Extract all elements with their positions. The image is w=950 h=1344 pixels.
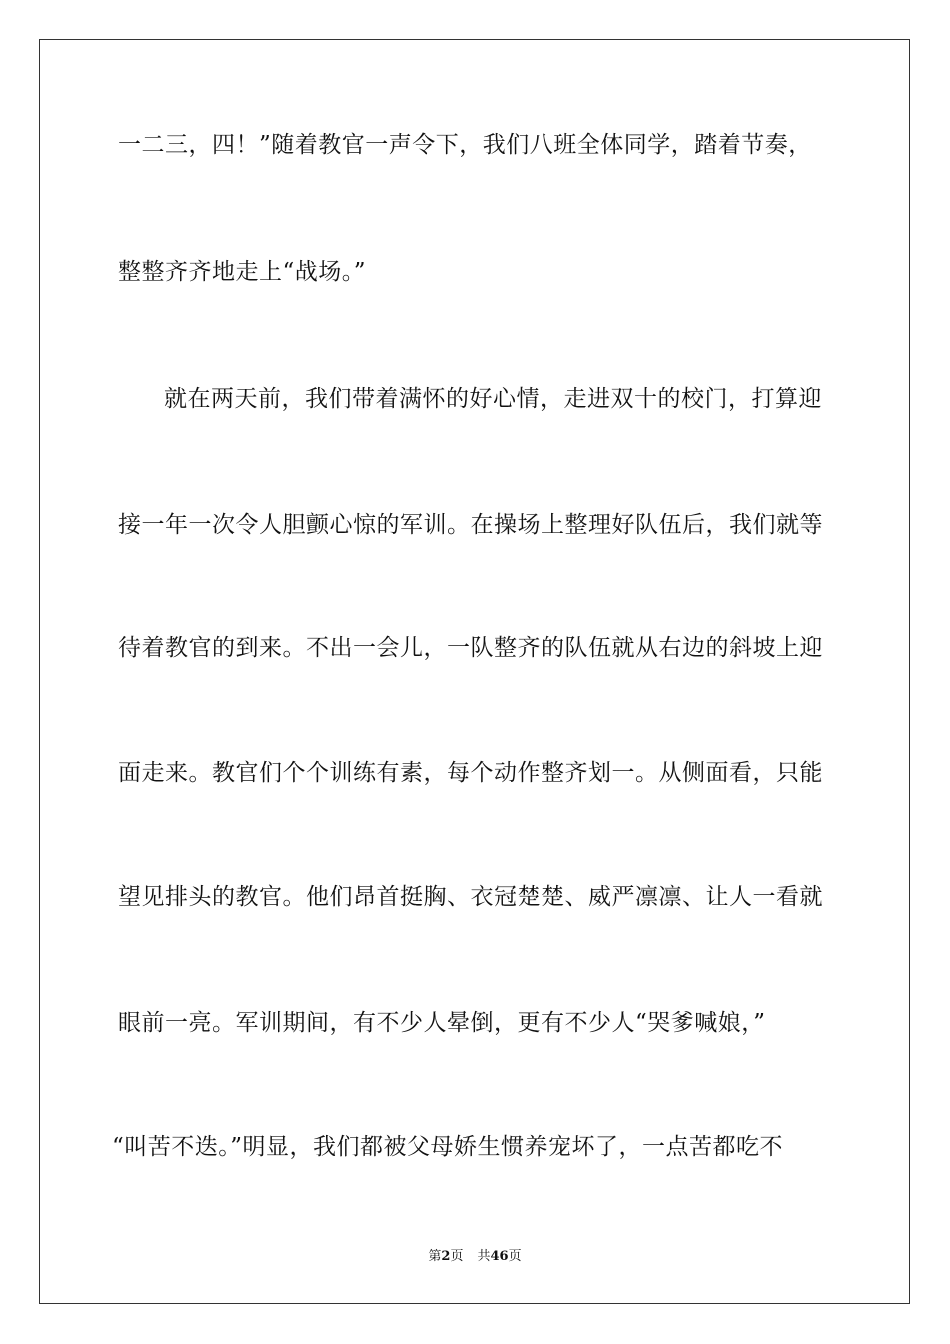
total-prefix: 共 [477,1249,491,1264]
body-line-4: 接一年一次令人胆颤心惊的军训。在操场上整理好队伍后，我们就等 [118,512,823,538]
page-prefix: 第 [428,1249,442,1264]
page-number: 2 [441,1249,451,1264]
body-line-9: “叫苦不迭。”明显，我们都被父母娇生惯养宠坏了，一点苦都吃不 [112,1134,784,1160]
total-suffix: 页 [508,1249,522,1264]
page-border [39,39,910,1304]
body-line-6: 面走来。教官们个个训练有素，每个动作整齐划一。从侧面看，只能 [118,760,823,786]
page-suffix: 页 [450,1249,464,1264]
body-line-1: 一二三，四！”随着教官一声令下，我们八班全体同学，踏着节奏， [118,132,812,158]
page-footer [0,1248,950,1266]
body-line-2: 整整齐齐地走上“战场。” [118,259,367,285]
total-pages: 46 [490,1249,509,1264]
body-line-7: 望见排头的教官。他们昂首挺胸、衣冠楚楚、威严凛凛、让人一看就 [118,884,823,910]
paragraph-start-line: 就在两天前，我们带着满怀的好心情，走进双十的校门，打算迎 [164,386,822,412]
body-line-8: 眼前一亮。军训期间，有不少人晕倒，更有不少人“哭爹喊娘，” [118,1010,766,1036]
body-line-5: 待着教官的到来。不出一会儿，一队整齐的队伍就从右边的斜坡上迎 [118,635,823,661]
